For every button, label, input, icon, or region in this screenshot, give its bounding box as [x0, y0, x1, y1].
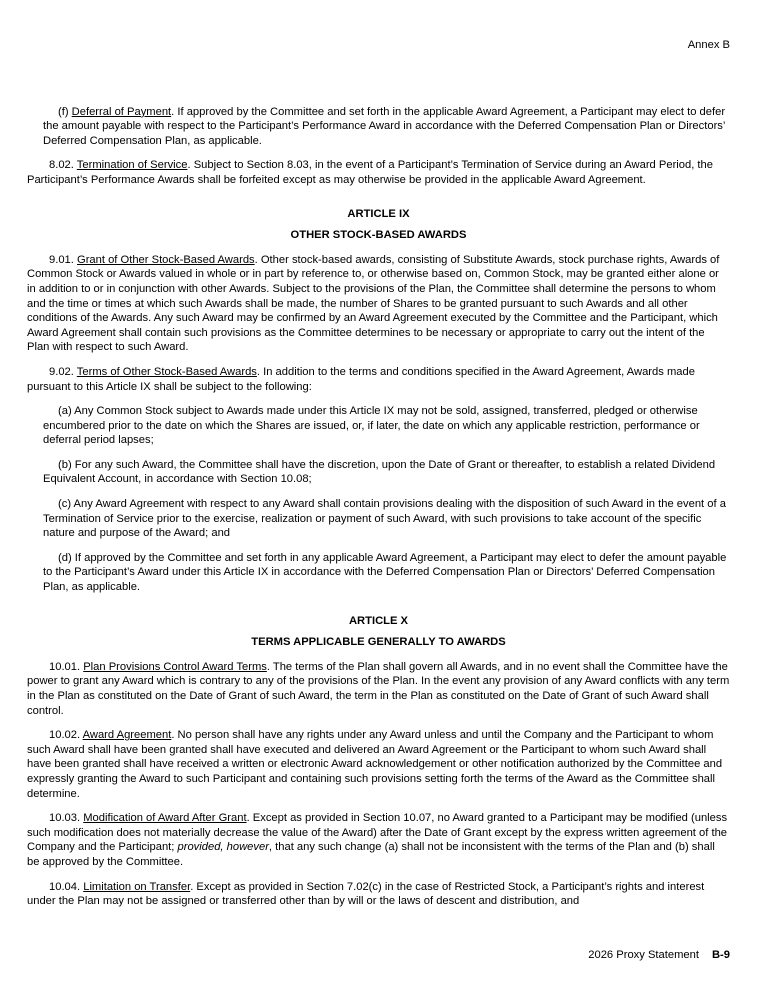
paragraph-10-01	[27, 660, 730, 718]
page-number: B-9	[711, 949, 730, 961]
article-x-heading	[27, 614, 730, 650]
annex-label: Annex B	[687, 39, 730, 51]
paragraph-body: . Except as provided in Section 10.07, no Award granted to a Participant may be modified (unless such modification does not materially decrease the value of the Award) after the Date of Grant except by the express written agreement of the Company and the Participant;	[27, 812, 728, 854]
proviso-italic: provided, however	[177, 841, 269, 854]
paragraph-9-01	[27, 253, 730, 355]
paragraph-c	[43, 497, 730, 541]
paragraph-marker: 9.01.	[49, 253, 77, 266]
paragraph-marker: (b)	[58, 458, 75, 471]
paragraph-marker: (c)	[58, 498, 74, 511]
paragraph-marker: (d)	[58, 551, 75, 564]
footer-text: 2026 Proxy Statement	[588, 949, 699, 961]
paragraph-body: If approved by the Committee and set forth in any applicable Award Agreement, a Participant may elect to defer the amount payable to the Participant’s Award under this Article IX in accordance with the Deferred Compensation Plan or Directors’ Deferred Compensation Plan, as applicable.	[43, 551, 727, 594]
paragraph-body: . The terms of the Plan shall govern all Awards, and in no event shall the Committee have the power to grant any Award which is contrary to any of the provisions of the Plan. In the event any provision of any Award conflicts with any term in the Plan as constituted on the Date of Grant of such Award, the term in the Plan as constituted on the Date of Grant of such Award shall control.	[27, 660, 730, 717]
paragraph-body: Any Award Agreement with respect to any Award shall contain provisions dealing with the disposition of such Award in the event of a Termination of Service prior to the exercise, realization or payment of such Award, with such provisions to take account of the specific nature and purpose of the Award; and	[43, 498, 726, 540]
paragraph-8-02	[27, 158, 730, 187]
paragraph-body: . No person shall have any rights under any Award unless and until the Company and the Participant to whom such Award shall have been granted shall have executed and delivered an Award Agreement or the Participant to whom such Award shall have been granted shall have received a written or electronic Award acknowledgement or other notification authorized by the Committee and expressly granting the Award to such Participant and containing such provisions setting forth the terms of the Award as the Committee shall determine.	[27, 729, 723, 800]
paragraph-10-04	[27, 880, 730, 909]
section-title: Grant of Other Stock-Based Awards	[77, 253, 255, 266]
paragraph-f	[43, 105, 730, 149]
paragraph-body: . Except as provided in Section 7.02(c) in the case of Restricted Stock, a Participant’s rights and interest under the Plan may not be assigned or transferred other than by will or the laws of descent and distribution, and	[27, 880, 705, 908]
paragraph-marker: (a)	[58, 405, 75, 418]
page-footer	[588, 948, 730, 963]
paragraph-marker: 10.02.	[49, 729, 83, 742]
article-ix-title: OTHER STOCK-BASED AWARDS	[290, 229, 467, 242]
paragraph-body: . If approved by the Committee and set forth in the applicable Award Agreement, a Participant may elect to defer the amount payable with respect to the Participant’s Performance Award in accordance with the Deferred Compensation Plan or Directors’ Deferred Compensation Plan, as applicable.	[43, 105, 726, 147]
paragraph-a	[43, 404, 730, 448]
paragraph-marker: 9.02.	[49, 365, 77, 378]
article-ix-heading	[27, 207, 730, 243]
section-title: Award Agreement	[82, 729, 172, 742]
paragraph-marker: 10.04.	[49, 880, 84, 893]
section-title: Terms of Other Stock-Based Awards	[76, 365, 257, 378]
article-x-title: TERMS APPLICABLE GENERALLY TO AWARDS	[251, 636, 506, 649]
section-title: Deferral of Payment	[71, 105, 172, 118]
paragraph-10-03	[27, 811, 730, 869]
paragraph-marker: 8.02.	[49, 159, 77, 172]
paragraph-body: . In addition to the terms and conditions specified in the Award Agreement, Awards made pursuant to this Article IX shall be subject to the following:	[27, 365, 695, 393]
section-title: Modification of Award After Grant	[83, 812, 247, 825]
section-title: Plan Provisions Control Award Terms	[83, 660, 267, 673]
paragraph-body: For any such Award, the Committee shall have the discretion, upon the Date of Grant or thereafter, to establish a related Dividend Equivalent Account, in accordance with Section 10.08;	[43, 458, 716, 486]
article-x-number: ARTICLE X	[348, 614, 409, 627]
paragraph-9-02	[27, 365, 730, 394]
paragraph-marker: (f)	[58, 105, 72, 118]
article-ix-number: ARTICLE IX	[347, 207, 410, 220]
paragraph-body: . Other stock-based awards, consisting of Substitute Awards, stock purchase rights, Awards of Common Stock or Awards valued in whole or in part by reference to, or otherwise based on, Common Stock, may be granted either alone or in addition to or in conjunction with other Awards. Subject to the provisions of the Plan, the Committee shall determine the persons to whom and the time or times at which such Awards shall be made, the number of Shares to be granted pursuant to such Awards and all other conditions of the Awards. Any such Award may be confirmed by an Award Agreement executed by the Committee and the Participant, which Award Agreement shall contain such provisions as the Committee determines to be necessary or appropriate to carry out the intent of the Plan with respect to such Award.	[27, 253, 720, 354]
paragraph-10-02	[27, 728, 730, 801]
section-title: Limitation on Transfer	[83, 880, 191, 893]
paragraph-marker: 10.01.	[49, 660, 84, 673]
section-title: Termination of Service	[76, 159, 188, 172]
paragraph-d	[43, 551, 730, 595]
paragraph-body: , that any such change (a) shall not be inconsistent with the terms of the Plan and (b) shall be approved by the Committee.	[27, 841, 715, 868]
paragraph-b	[43, 458, 730, 487]
paragraph-body: . Subject to Section 8.03, in the event of a Participant’s Termination of Service during an Award Period, the Participant’s Performance Awards shall be forfeited except as may otherwise be provided in the applicable Award Agreement.	[27, 159, 713, 186]
paragraph-marker: 10.03.	[49, 812, 84, 825]
paragraph-body: Any Common Stock subject to Awards made under this Article IX may not be sold, assigned, transferred, pledged or otherwise encumbered prior to the date on which the Shares are issued, or, if later, the date on which any applicable restriction, performance or deferral period lapses;	[43, 405, 700, 447]
